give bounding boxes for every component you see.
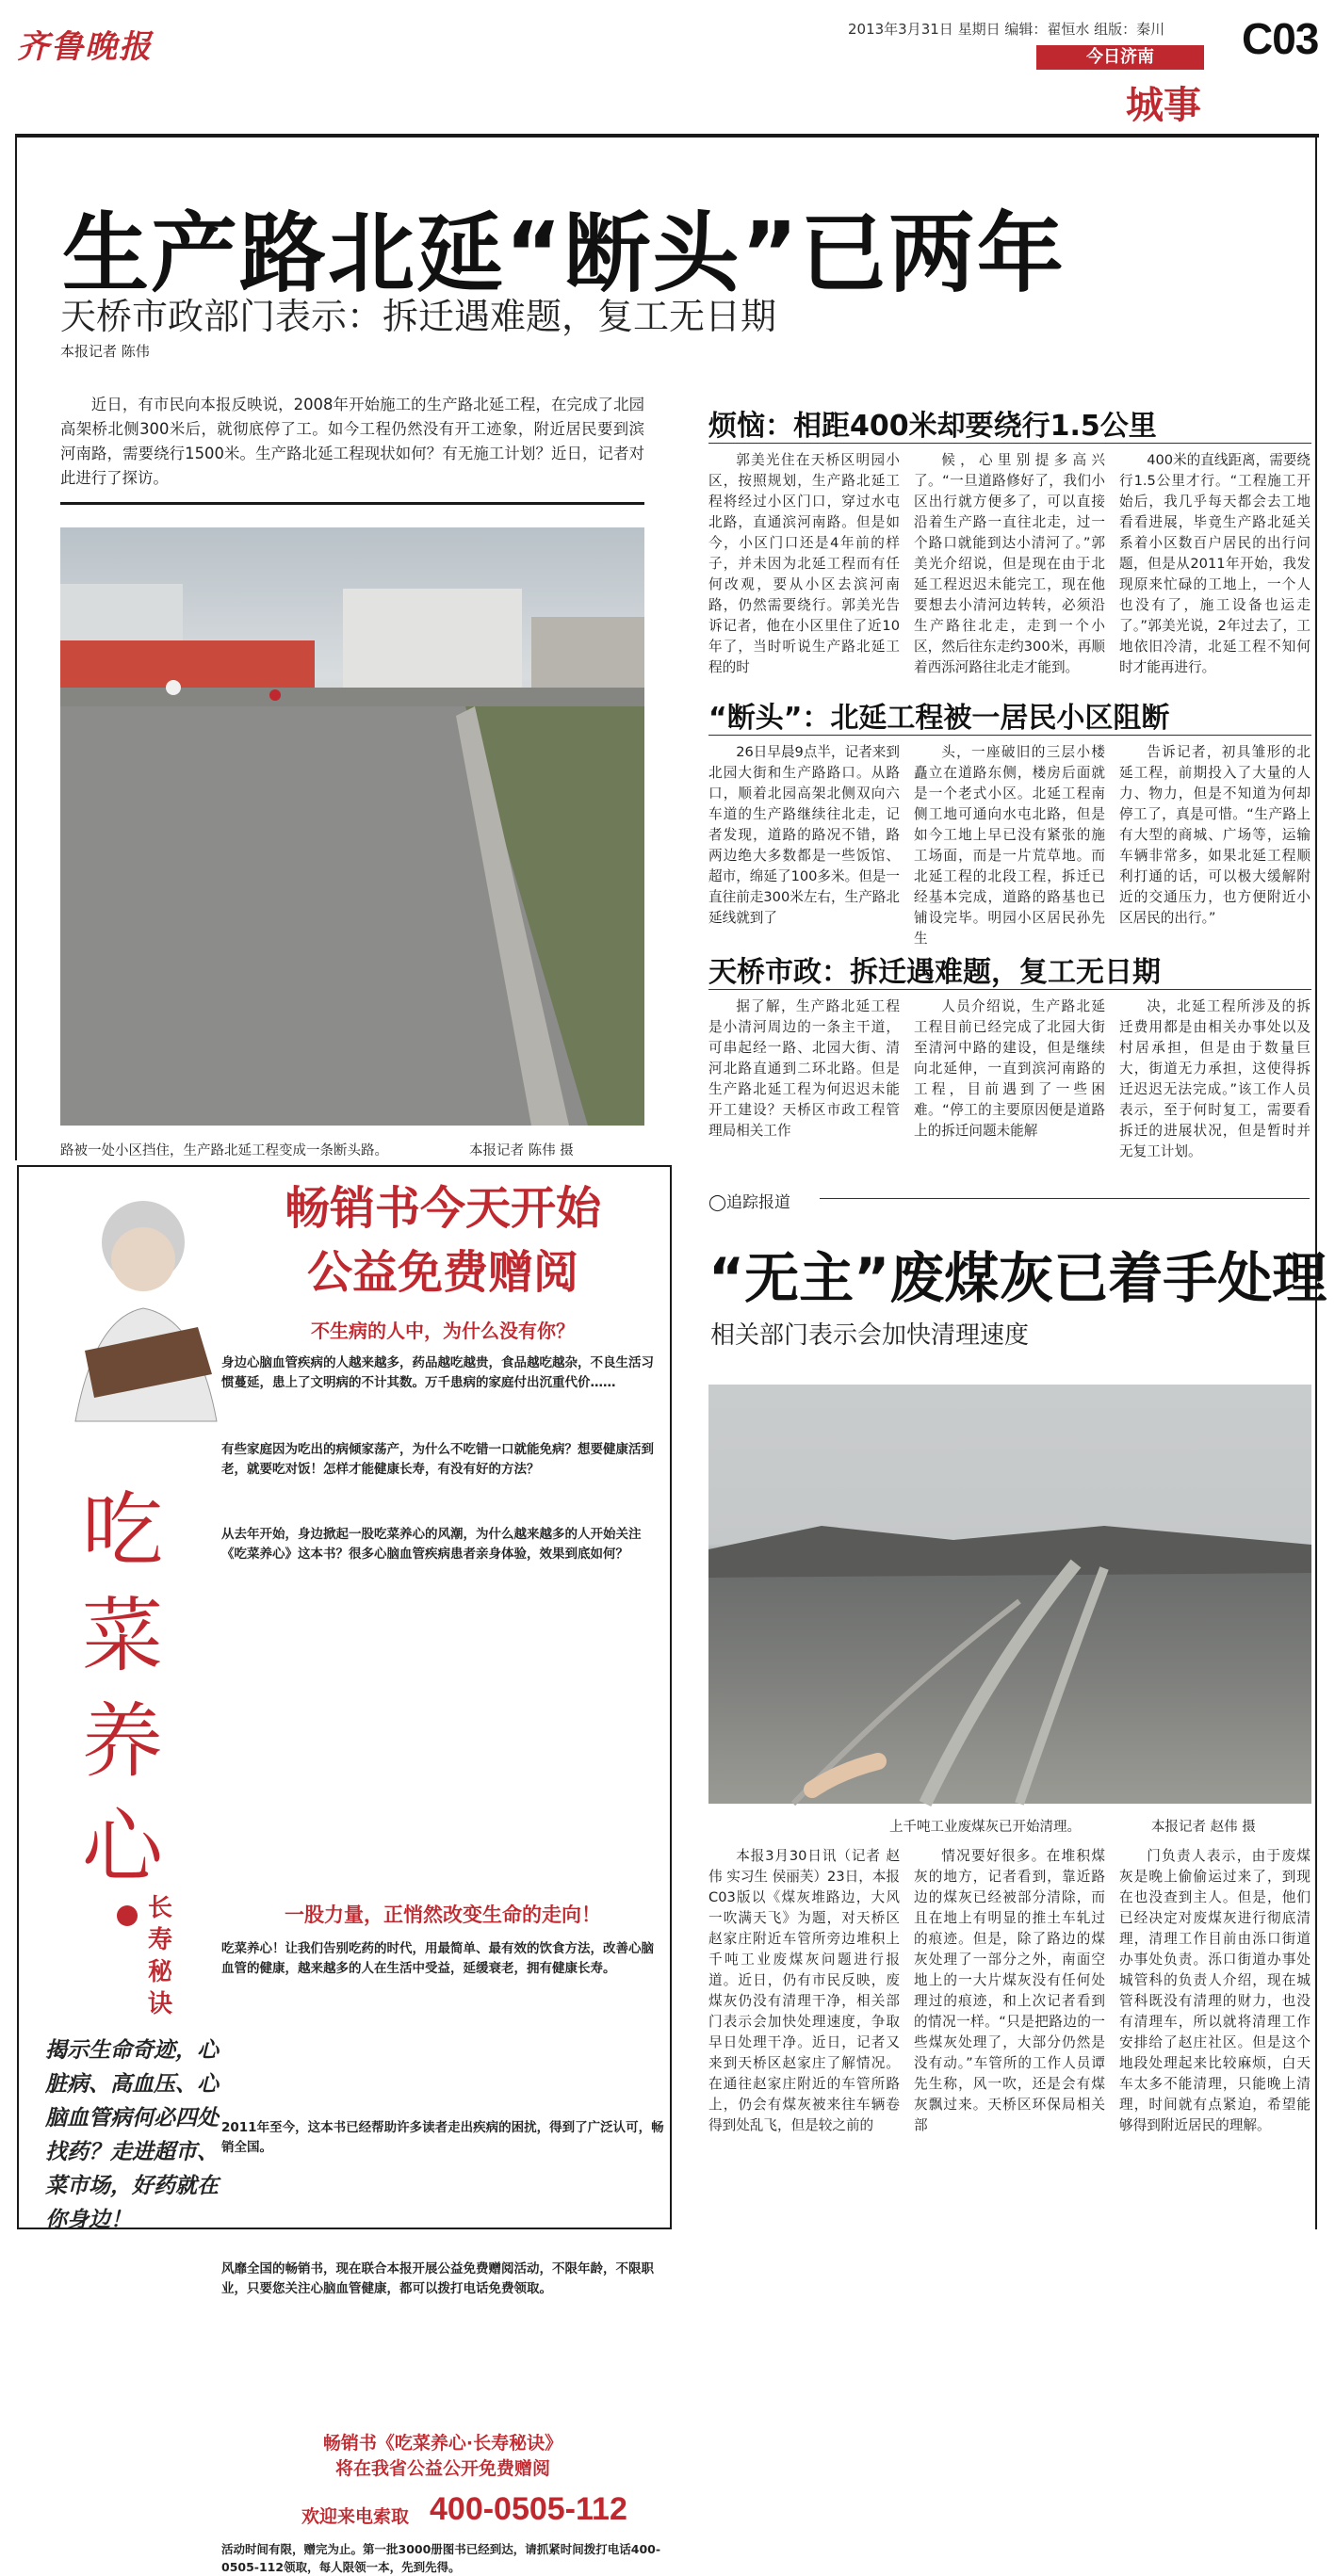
author-portrait-drawing	[57, 1186, 217, 1421]
section2-title: “断头”：北延工程被一居民小区阻断	[708, 702, 1170, 735]
ad-book-line2: 将在我省公益公开免费赠阅	[334, 2458, 550, 2479]
section2-rule	[708, 735, 1311, 736]
section2-col3	[1119, 742, 1311, 929]
road-photo-caption: 路被一处小区挡住，生产路北延工程变成一条断头路。	[60, 1143, 388, 1158]
section3-col3-text: 决，北延工程所涉及的拆迁费用都是由相关办事处以及村居承担，但是由于数量巨大，街道无力承担，这使得拆迁迟迟无法完成。”该工作人员表示，至于何时复工，需要看拆迁的进展状况，但是暂时并无复工计划。	[1119, 998, 1311, 1159]
section1-rule	[708, 443, 1311, 444]
follow-col3	[1119, 1846, 1311, 2136]
road-photo-drawing	[60, 527, 644, 1126]
follow-headline: “无主”废煤灰已着手处理	[708, 1246, 1327, 1310]
follow-col2	[914, 1846, 1105, 2136]
edition-tag: 今日济南	[1036, 45, 1204, 70]
main-headline: 生产路北延“断头”已两年	[62, 203, 1066, 304]
section2-col1	[708, 742, 900, 929]
section1-col3	[1119, 450, 1311, 678]
section2-col1-text: 26日早晨9点半，记者来到北园大街和生产路路口。从路口，顺着北园高架北侧双向六车道的生产路继续往北走，记者发现，道路的路况不错，路两边绝大多数都是一些饭馆、超市，绵延了100多米。但是一直往前走300米左右，生产路北延线就到了	[708, 744, 900, 926]
left-rule	[15, 134, 17, 1160]
ad-body-3: 从去年开始，身边掀起一股吃菜养心的风潮，为什么越来越多的人开始关注《吃菜养心》这本书？很多心脑血管疾病患者亲身体验，效果到底如何？	[221, 1527, 642, 1562]
issue-meta: 2013年3月31日 星期日 编辑：翟恒水 组版：秦川	[848, 21, 1165, 38]
section1-col1	[708, 450, 900, 678]
ad-body-2: 有些家庭因为吃出的病倾家荡产，为什么不吃错一口就能免病？想要健康活到老，就要吃对饭！怎样才能健康长寿，有没有好的方法？	[221, 1442, 654, 1477]
coal-photo-credit: 本报记者 赵伟 摄	[1151, 1820, 1256, 1835]
newspaper-logo: 齐鲁晚报	[17, 28, 153, 66]
coal-photo-caption: 上千吨工业废煤灰已开始清理。	[889, 1820, 1081, 1835]
road-photo-credit: 本报记者 陈伟 摄	[469, 1143, 574, 1158]
page-number: C03	[1242, 14, 1319, 63]
ad-body-1: 身边心脑血管疾病的人越来越多，药品越吃越贵，食品越吃越杂，不良生活习惯蔓延，患上了文明病的不计其数。万千患病的家庭付出沉重代价……	[221, 1355, 654, 1390]
ad-book-title	[221, 2429, 664, 2480]
ad-phone-number: 400-0505-112	[430, 2491, 627, 2527]
ad-phone-label: 欢迎来电索取	[301, 2506, 410, 2527]
section1-col1-text: 郭美光住在天桥区明园小区，按照规划，生产路北延工程将经过小区门口，穿过水屯北路，直通滨河南路。但是如今，小区门口还是4年前的样子，并未因为北延工程而有任何改观，要从小区去滨河南路，仍然需要绕行。郭美光告诉记者，他在小区里住了近10年了，当时听说生产路北延工程的时	[708, 452, 900, 675]
top-rule	[17, 134, 1319, 138]
ad-title	[221, 1176, 664, 1304]
right-rule	[1315, 134, 1317, 2229]
ad-mid-title: 一股力量，正悄然改变生命的走向！	[285, 1904, 601, 1926]
section3-col2	[914, 996, 1105, 1142]
main-subhead: 天桥市政部门表示：拆迁遇难题，复工无日期	[60, 296, 777, 337]
coal-ash-photo	[708, 1385, 1311, 1804]
follow-col1-text: 本报3月30日讯（记者 赵伟 实习生 侯丽芙）23日，本报C03版以《煤灰堆路边，大风一吹满天飞》为题，对天桥区赵家庄附近车管所旁边堆积上千吨工业废煤灰问题进行报道。近日，仍有市民反映，废煤灰仍没有清理干净，相关部门表示会加快处理速度，争取早日处理干净。近日，记者又来到天桥区赵家庄了解情况。在通往赵家庄附近的车管所路上，仍会有煤灰被来往车辆卷得到处乱飞，但是较之前的	[708, 1848, 900, 2133]
road-photo	[60, 527, 644, 1126]
section1-col2	[914, 450, 1105, 678]
tracking-label: ◯追踪报道	[708, 1193, 791, 1212]
section-title: 城事	[1126, 84, 1201, 127]
author-portrait	[57, 1186, 217, 1421]
section3-title: 天桥市政：拆迁遇难题，复工无日期	[708, 956, 1161, 989]
follow-col2-text: 情况要好很多。在堆积煤灰的地方，记者看到，靠近路边的煤灰已经被部分清除，而且在地上有明显的推土车轧过的痕迹。但是，除了路边的煤灰处理了一部分之外，南面空地上的一大片煤灰没有任何处理过的痕迹，和上次记者看到的情况一样。“只是把路边的一些煤灰处理了，大部分仍然是没有动。”车管所的工作人员谭先生称，风一吹，还是会有煤灰飘过来。天桥区环保局相关部	[914, 1848, 1105, 2133]
section3-col1-text: 据了解，生产路北延工程是小清河周边的一条主干道，可串起经一路、北园大街、清河北路直通到二环北路。但是生产路北延工程为何迟迟未能开工建设？天桥区市政工程管理局相关工作	[708, 998, 900, 1139]
section2-col2-text: 头，一座破旧的三层小楼矗立在道路东侧，楼房后面就是一个老式小区。北延工程南侧工地可通向水屯北路，但是如今工地上早已没有紧张的施工场面，而是一片荒草地。而北延工程的北段工程，拆迁已经基本完成，道路的路基也已铺设完毕。明园小区居民孙先生	[914, 744, 1105, 947]
section1-title: 烦恼：相距400米却要绕行1.5公里	[708, 410, 1157, 443]
section1-col3-text: 400米的直线距离，需要绕行1.5公里才行。“工程施工开始后，我几乎每天都会去工地看看进展，毕竟生产路北延关系着小区数百户居民的出行问题，但是从2011年开始，我发现原来忙碌的工地上，一个人也没有了，施工设备也运走了。”郭美光说，2年过去了，工地依旧冷清，北延工程不知何时才能再进行。	[1119, 452, 1311, 675]
section3-rule	[708, 989, 1311, 990]
main-byline: 本报记者 陈伟	[60, 343, 150, 360]
follow-col3-text: 门负责人表示，由于废煤灰是晚上偷偷运过来了，到现在也没查到主人。但是，他们已经决定对废煤灰进行彻底清理，清理工作目前由泺口街道办事处负责。泺口街道办事处城管科的负责人介绍，现在城管科既没有清理的财力，也没有清理车，所以就将清理工作安排给了赵庄社区。但是这个地段处理起来比较麻烦，白天车太多不能清理，只能晚上清理，时间就有点紧迫，希望能够得到附近居民的理解。	[1119, 1848, 1311, 2133]
ad-body-5: 2011年至今，这本书已经帮助许多读者走出疾病的困扰，得到了广泛认可，畅销全国。	[221, 2120, 664, 2155]
book-advertisement	[17, 1165, 672, 2574]
ad-body-6: 风靡全国的畅销书，现在联合本报开展公益免费赠阅活动，不限年龄，不限职业，只要您关注心脑血管健康，都可以拨打电话免费领取。	[221, 2261, 654, 2296]
follow-col1	[708, 1846, 900, 2136]
section3-col2-text: 人员介绍说，生产路北延工程目前已经完成了北园大街至清河中路的建设，但是继续向北延伸，一直到滨河南路的工程，目前遇到了一些困难。“停工的主要原因便是道路上的拆迁问题未能解	[914, 998, 1105, 1139]
section2-col2	[914, 742, 1105, 949]
lead-rule	[60, 502, 644, 505]
follow-subhead: 相关部门表示会加快清理速度	[710, 1321, 1030, 1350]
ad-book-line1: 畅销书《吃菜养心·长寿秘诀》	[322, 2433, 563, 2454]
tracking-rule	[820, 1198, 1310, 1199]
ad-body-4: 吃菜养心！让我们告别吃药的时代，用最简单、最有效的饮食方法，改善心脑血管的健康，越来越多的人在生活中受益，延缓衰老，拥有健康长寿。	[221, 1941, 654, 1976]
ad-red-dot	[117, 1905, 138, 1926]
coal-ash-photo-drawing	[708, 1385, 1311, 1804]
ad-title-line1: 畅销书今天开始	[284, 1182, 601, 1235]
ad-side-text: 揭示生命奇迹，心脏病、高血压、心脑血管病何必四处找药？走进超市、菜市场，好药就在你身边！	[45, 2037, 219, 2232]
section1-col2-text: 候，心里别提多高兴了。“一旦道路修好了，我们小区出行就方便多了，可以直接沿着生产路一直往北走，过一个路口就能到达小清河了。”郭美光介绍说，但是现在由于北延工程迟迟未能完工，现在他要想去小清河边转转，必须沿生产路往北走，走到一个小区，然后往东走约300米，再顺着西泺河路往北走才能到。	[914, 452, 1105, 675]
section3-col1	[708, 996, 900, 1142]
ad-vertical-title: 吃菜养心	[82, 1483, 163, 1894]
main-lead: 近日，有市民向本报反映说，2008年开始施工的生产路北延工程，在完成了北园高架桥北侧300米后，就彻底停了工。如今工程仍然没有开工迹象，附近居民要到滨河南路，需要绕行1500米。生产路北延工程现状如何？有无施工计划？近日，记者对此进行了探访。	[60, 396, 644, 487]
ad-footnote: 活动时间有限，赠完为止。第一批3000册图书已经到达，请抓紧时间拨打电话400-0505-112领取，每人限领一本，先到先得。	[221, 2542, 661, 2574]
section2-col3-text: 告诉记者，初具雏形的北延工程，前期投入了大量的人力、物力，但是不知道为何却停工了，真是可惜。“生产路上有大型的商城、广场等，运输车辆非常多，如果北延工程顺利打通的话，可以极大缓解附近的交通压力，也方便附近小区居民的出行。”	[1119, 744, 1311, 926]
ad-title-line2: 公益免费赠阅	[306, 1246, 578, 1299]
section3-col3	[1119, 996, 1311, 1162]
ad-vertical-sub: 长寿秘诀	[147, 1894, 172, 2018]
ad-question: 不生病的人中，为什么没有你？	[311, 1320, 575, 1342]
